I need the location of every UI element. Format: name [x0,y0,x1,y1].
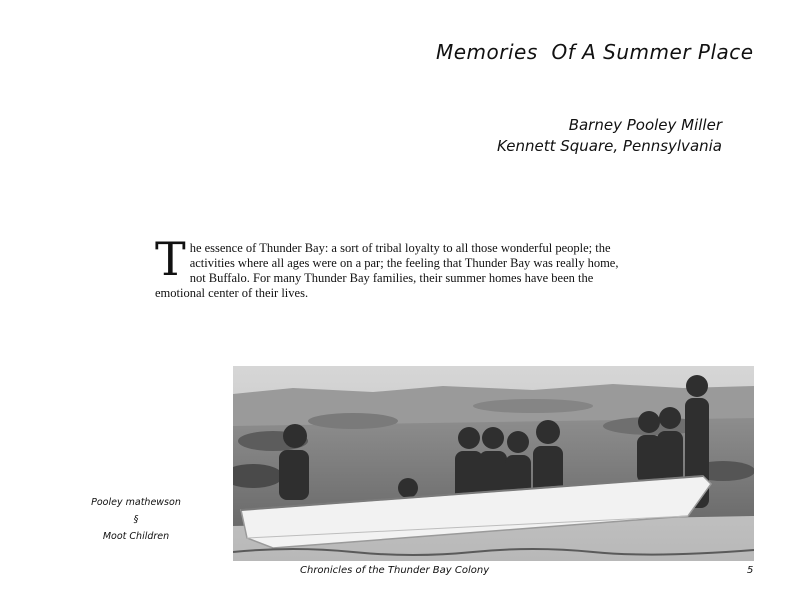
essay-text: he essence of Thunder Bay: a sort of tribal loyalty to all those wonderful people; the activities where all ages were on a par; the feeling that Thunder Bay was really home, not Buffalo. For many Thunder Bay families, their summer homes have been the emotional center of their lives. [155,241,619,300]
author-name: Barney Pooley Miller [568,116,722,134]
caption-line: § [133,514,139,525]
publication-footer: Chronicles of the Thunder Bay Colony [300,565,490,576]
page-number: 5 [747,565,754,576]
author-block [497,115,722,157]
photo-caption [82,494,190,545]
children-in-boat-photo [233,366,754,561]
caption-line: Moot Children [102,531,170,542]
essay-paragraph [155,232,633,301]
page-title: Memories Of A Summer Place [436,40,754,64]
author-location: Kennett Square, Pennsylvania [496,137,722,155]
photo-illustration [233,366,754,561]
drop-cap: T [155,232,186,286]
caption-line: Pooley mathewson [91,497,181,508]
